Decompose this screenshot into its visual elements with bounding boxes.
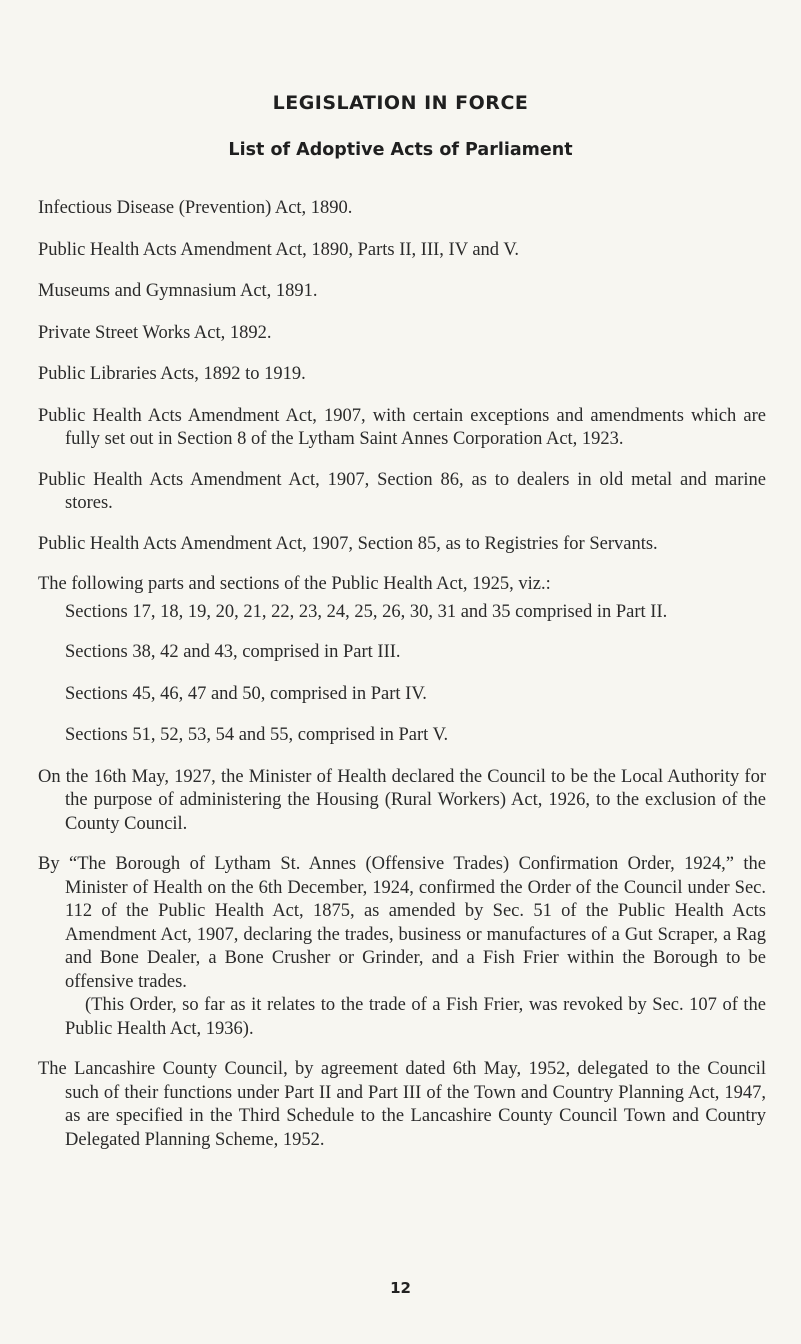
act-item: Infectious Disease (Prevention) Act, 1890.	[38, 198, 353, 218]
act-item: Public Health Acts Amendment Act, 1907, Section 86, as to dealers in old metal and marine stores.	[38, 469, 766, 513]
housing-paragraph: On the 16th May, 1927, the Minister of Health declared the Council to be the Local Authority for the purpose of administering the Housing (Rural Workers) Act, 1926, to the exclusion of the County Council.	[38, 766, 766, 834]
act-item: Public Health Acts Amendment Act, 1890, Parts II, III, IV and V.	[38, 239, 519, 260]
section-item: Sections 51, 52, 53, 54 and 55, comprised in Part V.	[65, 725, 449, 745]
act-item: Public Health Acts Amendment Act, 1907, Section 85, as to Registries for Servants.	[38, 533, 658, 554]
section-item: Sections 45, 46, 47 and 50, comprised in Part IV.	[65, 683, 427, 704]
section-item: Sections 17, 18, 19, 20, 21, 22, 23, 24, 25, 26, 30, 31 and 35 comprised in Part II.	[65, 601, 668, 622]
page-subtitle: List of Adoptive Acts of Parliament	[228, 140, 573, 160]
page-number: 12	[390, 1279, 411, 1297]
planning-paragraph: The Lancashire County Council, by agreement dated 6th May, 1952, delegated to the Council such of their functions under Part II and Part III of the Town and Country Planning Act, 1947, as are specified in the Third Schedule to the Lancashire County Council Town and Country Delegated Planning Scheme, 1952.	[38, 1059, 766, 1150]
page-title: LEGISLATION IN FORCE	[272, 92, 529, 114]
section-item: Sections 38, 42 and 43, comprised in Part III.	[65, 642, 401, 662]
act-item: Museums and Gymnasium Act, 1891.	[38, 281, 318, 301]
document-body	[38, 197, 766, 1169]
offensive-trades-paragraph	[38, 853, 766, 1041]
act-item: Public Health Acts Amendment Act, 1907, with certain exceptions and amendments which are fully set out in Section 8 of the Lytham Saint Annes Corporation Act, 1923.	[38, 405, 766, 449]
offensive-trades-text: By “The Borough of Lytham St. Annes (Offensive Trades) Confirmation Order, 1924,” the Minister of Health on the 6th December, 1924, confirmed the Order of the Council under Sec. 112 of the Public Health Act, 1875, as amended by Sec. 51 of the Public Health Acts Amendment Act, 1907, declaring the trades, business or manufactures of a Gut Scraper, a Rag and Bone Dealer, a Bone Crusher or Grinder, and a Fish Frier within the Borough to be offensive trades.	[38, 854, 766, 992]
public-health-1925-intro: The following parts and sections of the Public Health Act, 1925, viz.:	[38, 574, 551, 594]
act-item: Private Street Works Act, 1892.	[38, 322, 272, 343]
act-item: Public Libraries Acts, 1892 to 1919.	[38, 364, 306, 384]
offensive-trades-note: (This Order, so far as it relates to the trade of a Fish Frier, was revoked by Sec. 107 of the Public Health Act, 1936).	[65, 995, 766, 1039]
